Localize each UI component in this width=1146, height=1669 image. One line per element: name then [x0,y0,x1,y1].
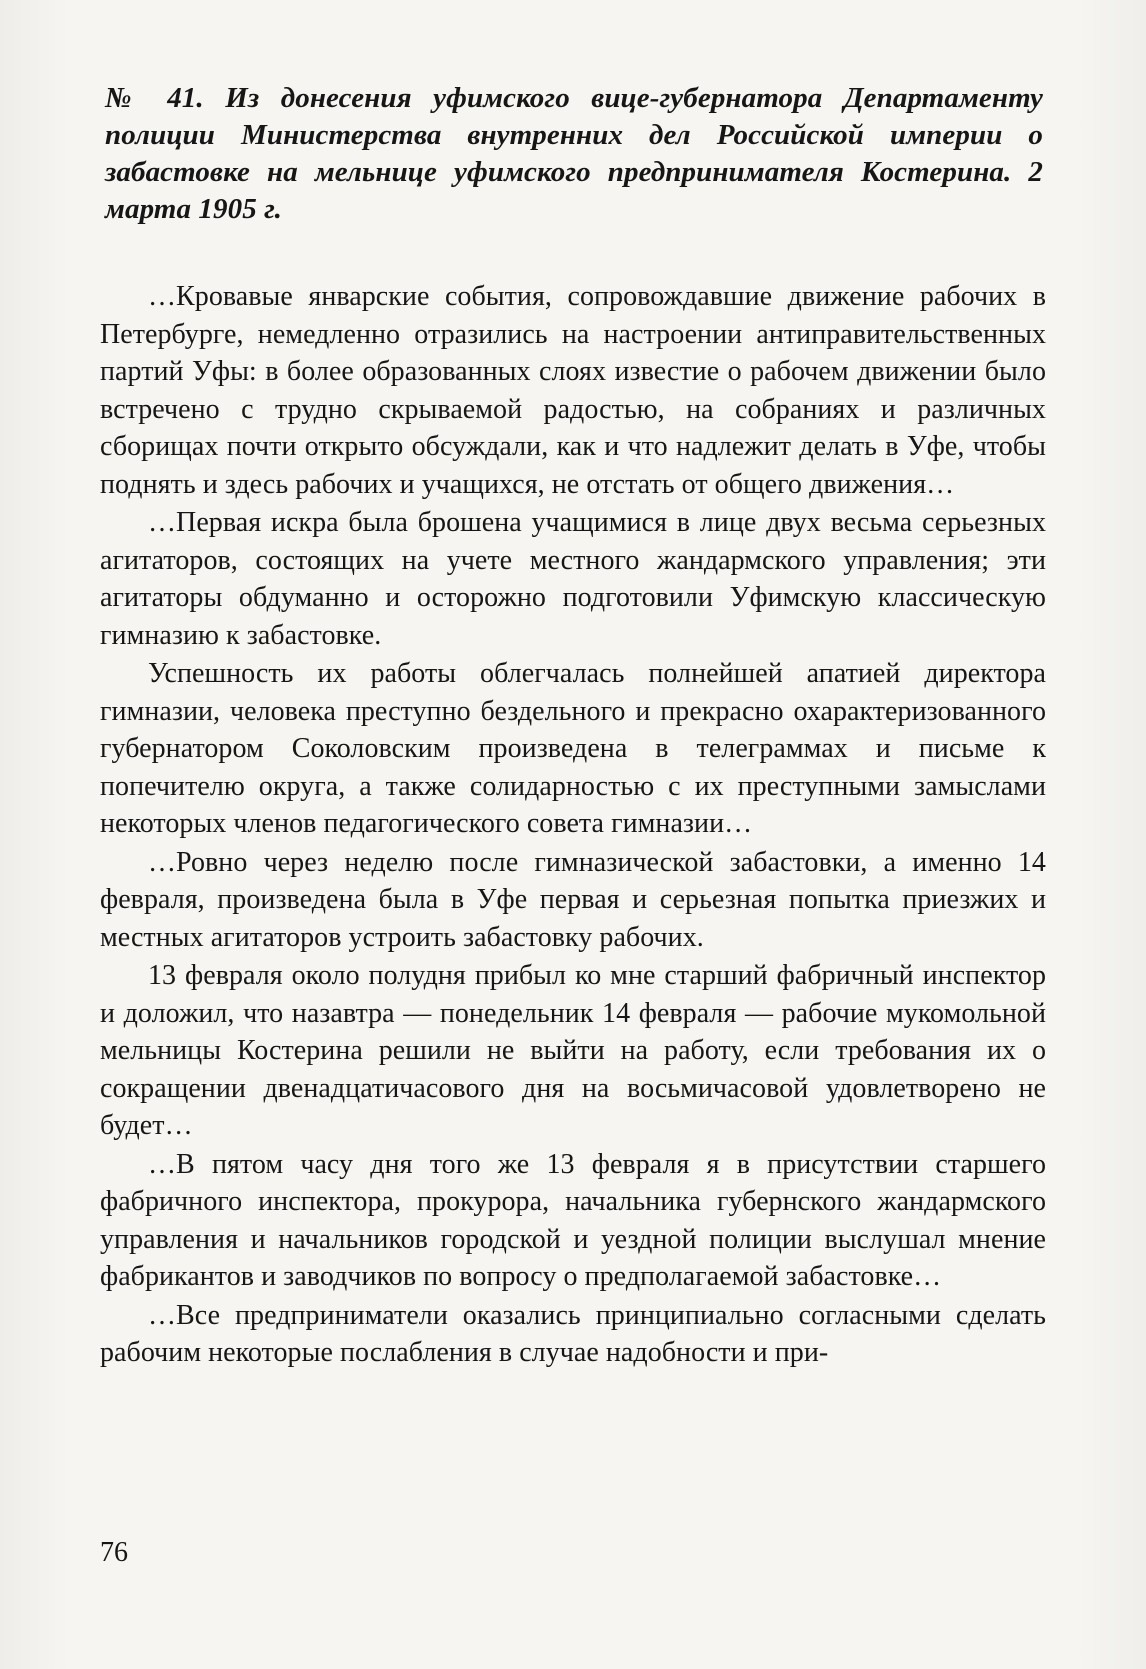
paragraph-7: …Все предприниматели оказались принципиально согласными сделать рабочим некоторые послабления в случае надобности и при- [100,1299,1046,1368]
paragraph-5: 13 февраля около полудня прибыл ко мне старший фабричный инспектор и доложил, что назавтра — понедельник 14 февраля — рабочие мукомольной мельницы Костерина решили не выйти на работу, если требования их о сокращении двенадцатичасового дня на восьмичасовой удовлетворено не будет… [100,960,1046,1141]
paragraph-4: …Ровно через неделю после гимназической забастовки, а именно 14 февраля, произведена была в Уфе первая и серьезная попытка приезжих и местных агитаторов устроить забастовку рабочих. [100,846,1046,953]
paragraph-6: …В пятом часу дня того же 13 февраля я в присутствии старшего фабричного инспектора, прокурора, начальника губернского жандармского управления и начальников городской и уездной полиции выслушал мнение фабрикантов и заводчиков по вопросу о предполагаемой забастовке… [100,1148,1046,1292]
paragraph-2: …Первая искра была брошена учащимися в лице двух весьма серьезных агитаторов, состоящих на учете местного жандармского управления; эти агитаторы обдуманно и осторожно подготовили Уфимскую классическую гимназию к забастовке. [100,507,1046,651]
paragraph-1: …Кровавые январские события, сопровождавшие движение рабочих в Петербурге, немедленно отразились на настроении антиправительственных партий Уфы: в более образованных слоях известие о рабочем движении было встречено с трудно скрываемой радостью, на собраниях и различных сборищах почти открыто обсуждали, как и что надлежит делать в Уфе, чтобы поднять и здесь рабочих и учащихся, не отстать от общего движения… [100,281,1046,500]
document-heading: № 41. Из донесения уфимского вице-губернатора Департаменту полиции Министерства внутренних дел Российской империи о забастовке на мельнице уфимского предпринимателя Костерина. 2 марта 1905 г. [105,82,1043,225]
document-body [100,278,1046,1372]
paragraph-3: Успешность их работы облегчалась полнейшей апатией директора гимназии, человека преступно бездельного и прекрасно охарактеризованного губернатором Соколовским произведена в телеграммах и письме к попечителю округа, а также солидарностью с их преступными замыслами некоторых членов педагогического совета гимназии… [100,658,1046,839]
page-number: 76 [100,1537,128,1568]
